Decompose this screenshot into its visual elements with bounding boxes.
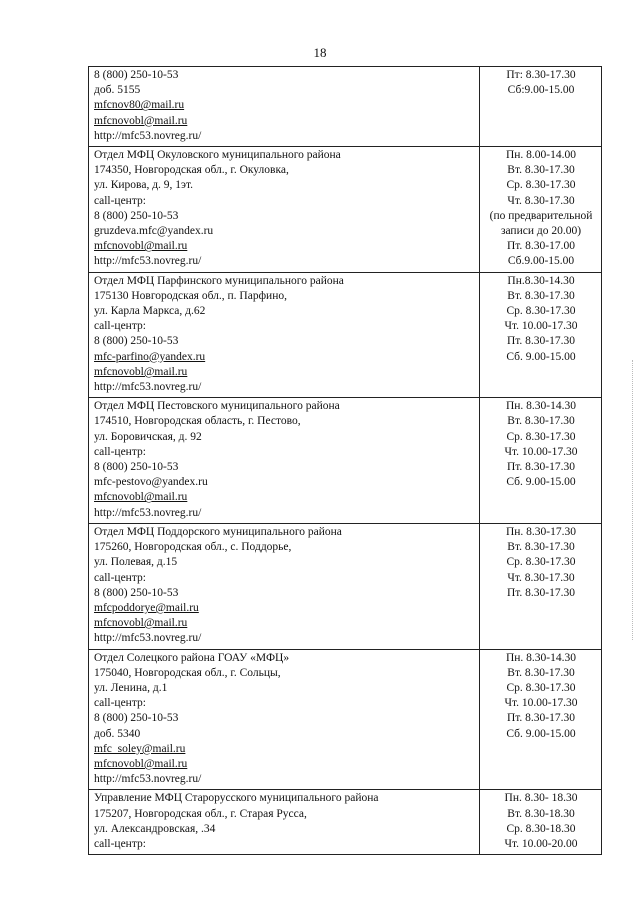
office-info-line: Отдел МФЦ Пестовского муниципального района (94, 400, 340, 413)
office-info-line: 8 (800) 250-10-53 (94, 461, 179, 474)
office-hours-cell (480, 790, 602, 855)
page-number: 18 (313, 45, 327, 60)
email-link[interactable]: mfcpoddorye@mail.ru (94, 601, 199, 614)
office-info-line: Управление МФЦ Старорусского муниципального района (94, 792, 379, 805)
office-info-line: ул. Кирова, д. 9, 1эт. (94, 179, 194, 192)
hours-line: Вт. 8.30-17.30 (507, 666, 575, 679)
offices-table-body (89, 67, 602, 855)
offices-table (88, 66, 602, 855)
hours-line: Пн.8.30-14.30 (507, 274, 575, 287)
email-link[interactable]: mfc_soley@mail.ru (94, 742, 186, 755)
email-link[interactable]: mfcnovobl@mail.ru (94, 365, 188, 378)
office-info-line: mfc-pestovo@yandex.ru (94, 476, 208, 489)
hours-line: Вт. 8.30-17.30 (507, 541, 575, 554)
office-info-line: http://mfc53.novreg.ru/ (94, 255, 202, 268)
hours-line: Чт. 10.00-17.30 (504, 697, 578, 710)
office-info-line: Отдел Солецкого района ГОАУ «МФЦ» (94, 651, 290, 664)
office-info-cell (89, 790, 480, 855)
office-info-cell (89, 398, 480, 524)
office-row (89, 649, 602, 790)
office-info-line: 175260, Новгородская обл., с. Поддорье, (94, 541, 292, 554)
hours-line: Сб. 9.00-15.00 (506, 727, 576, 740)
office-hours-cell (480, 147, 602, 273)
office-info-line: ул. Ленина, д.1 (94, 681, 168, 694)
hours-line: Чт. 8.30-17.30 (507, 194, 575, 207)
office-hours-cell (480, 523, 602, 649)
hours-line: Пн. 8.30-14.30 (505, 651, 577, 664)
office-hours-cell (480, 398, 602, 524)
office-info-cell (89, 67, 480, 147)
office-hours-cell (480, 649, 602, 790)
hours-line: Сб. 9.00-15.00 (506, 476, 576, 489)
email-link[interactable]: mfcnovobl@mail.ru (94, 617, 188, 630)
hours-line: Пт. 8.30-17.30 (506, 335, 576, 348)
office-row (89, 398, 602, 524)
office-info-line: 8 (800) 250-10-53 (94, 69, 179, 81)
office-info-cell (89, 147, 480, 273)
email-link[interactable]: mfcnov80@mail.ru (94, 99, 185, 112)
hours-line: Сб:9.00-15.00 (507, 84, 575, 97)
office-info-line: 8 (800) 250-10-53 (94, 712, 179, 725)
hours-line: (по предварительной (489, 209, 593, 222)
hours-line: Сб.9.00-15.00 (507, 255, 575, 268)
office-info-line: call-центр: (94, 837, 146, 850)
office-info-line: http://mfc53.novreg.ru/ (94, 632, 202, 645)
office-info-line: 175207, Новгородская обл., г. Старая Русса, (94, 807, 307, 820)
hours-line: Пн. 8.00-14.00 (505, 149, 577, 162)
email-link[interactable]: mfc-parfino@yandex.ru (94, 350, 206, 363)
office-row (89, 790, 602, 855)
hours-line: Пн. 8.30-17.30 (505, 525, 577, 538)
office-info-line: ул. Александровская, .34 (94, 822, 216, 835)
office-info-line: ул. Карла Маркса, д.62 (94, 305, 206, 318)
hours-line: Ср. 8.30-17.30 (506, 305, 576, 318)
office-info-line: gruzdeva.mfc@yandex.ru (94, 225, 214, 238)
office-info-line: call-центр: (94, 320, 146, 333)
office-row (89, 147, 602, 273)
office-row (89, 67, 602, 147)
hours-line: Ср. 8.30-17.30 (506, 681, 576, 694)
office-info-line: ул. Полевая, д.15 (94, 556, 178, 569)
office-info-cell (89, 649, 480, 790)
office-info-line: доб. 5340 (94, 727, 141, 740)
office-row (89, 523, 602, 649)
office-info-line: доб. 5155 (94, 84, 141, 97)
office-hours-cell (480, 272, 602, 398)
office-info-cell (89, 523, 480, 649)
office-info-line: 175130 Новгородская обл., п. Парфино, (94, 289, 287, 302)
hours-line: Ср. 8.30-17.30 (506, 556, 576, 569)
email-link[interactable]: mfcnovobl@mail.ru (94, 491, 188, 504)
hours-line: Пт. 8.30-17.30 (506, 586, 576, 599)
hours-line: записи до 20.00) (500, 225, 582, 238)
hours-line: Ср. 8.30-18.30 (506, 822, 576, 835)
hours-line: Вт. 8.30-17.30 (507, 289, 575, 302)
office-info-cell (89, 272, 480, 398)
office-hours-cell (480, 67, 602, 147)
email-link[interactable]: mfcnovobl@mail.ru (94, 757, 188, 770)
hours-line: Вт. 8.30-17.30 (507, 415, 575, 428)
hours-line: Вт. 8.30-17.30 (507, 164, 575, 177)
office-info-line: http://mfc53.novreg.ru/ (94, 506, 202, 519)
office-info-line: 175040, Новгородская обл., г. Сольцы, (94, 666, 281, 679)
hours-line: Пт. 8.30-17.30 (506, 461, 576, 474)
hours-line: Ср. 8.30-17.30 (506, 179, 576, 192)
hours-line: Пт. 8.30-17.00 (506, 240, 576, 253)
hours-line: Пн. 8.30-14.30 (505, 400, 577, 413)
office-info-line: 8 (800) 250-10-53 (94, 586, 179, 599)
office-info-line: 174510, Новгородская область, г. Пестово, (94, 415, 301, 428)
hours-line: Чт. 8.30-17.30 (507, 571, 575, 584)
hours-line: Сб. 9.00-15.00 (506, 350, 576, 363)
hours-line: Чт. 10.00-17.30 (504, 445, 578, 458)
office-info-line: 8 (800) 250-10-53 (94, 209, 179, 222)
office-info-line: call-центр: (94, 194, 146, 207)
hours-line: Чт. 10.00-20.00 (504, 837, 578, 850)
hours-line: Пт: 8.30-17.30 (506, 69, 576, 81)
hours-line: Чт. 10.00-17.30 (504, 320, 578, 333)
office-info-line: call-центр: (94, 697, 146, 710)
office-info-line: 8 (800) 250-10-53 (94, 335, 179, 348)
hours-line: Вт. 8.30-18.30 (507, 807, 575, 820)
office-info-line: call-центр: (94, 445, 146, 458)
office-info-line: Отдел МФЦ Окуловского муниципального района (94, 149, 341, 162)
hours-line: Ср. 8.30-17.30 (506, 430, 576, 443)
office-info-line: Отдел МФЦ Поддорского муниципального района (94, 525, 342, 538)
office-info-line: 174350, Новгородская обл., г. Окуловка, (94, 164, 289, 177)
office-info-line: http://mfc53.novreg.ru/ (94, 129, 202, 142)
hours-line: Пн. 8.30- 18.30 (504, 792, 578, 805)
email-link[interactable]: mfcnovobl@mail.ru (94, 114, 188, 127)
office-row (89, 272, 602, 398)
email-link[interactable]: mfcnovobl@mail.ru (94, 240, 188, 253)
office-info-line: http://mfc53.novreg.ru/ (94, 381, 202, 394)
office-info-line: Отдел МФЦ Парфинского муниципального района (94, 274, 344, 287)
scan-edge-marks (632, 360, 636, 640)
office-info-line: http://mfc53.novreg.ru/ (94, 773, 202, 786)
hours-line: Пт. 8.30-17.30 (506, 712, 576, 725)
office-info-line: call-центр: (94, 571, 146, 584)
office-info-line: ул. Боровичская, д. 92 (94, 430, 202, 443)
